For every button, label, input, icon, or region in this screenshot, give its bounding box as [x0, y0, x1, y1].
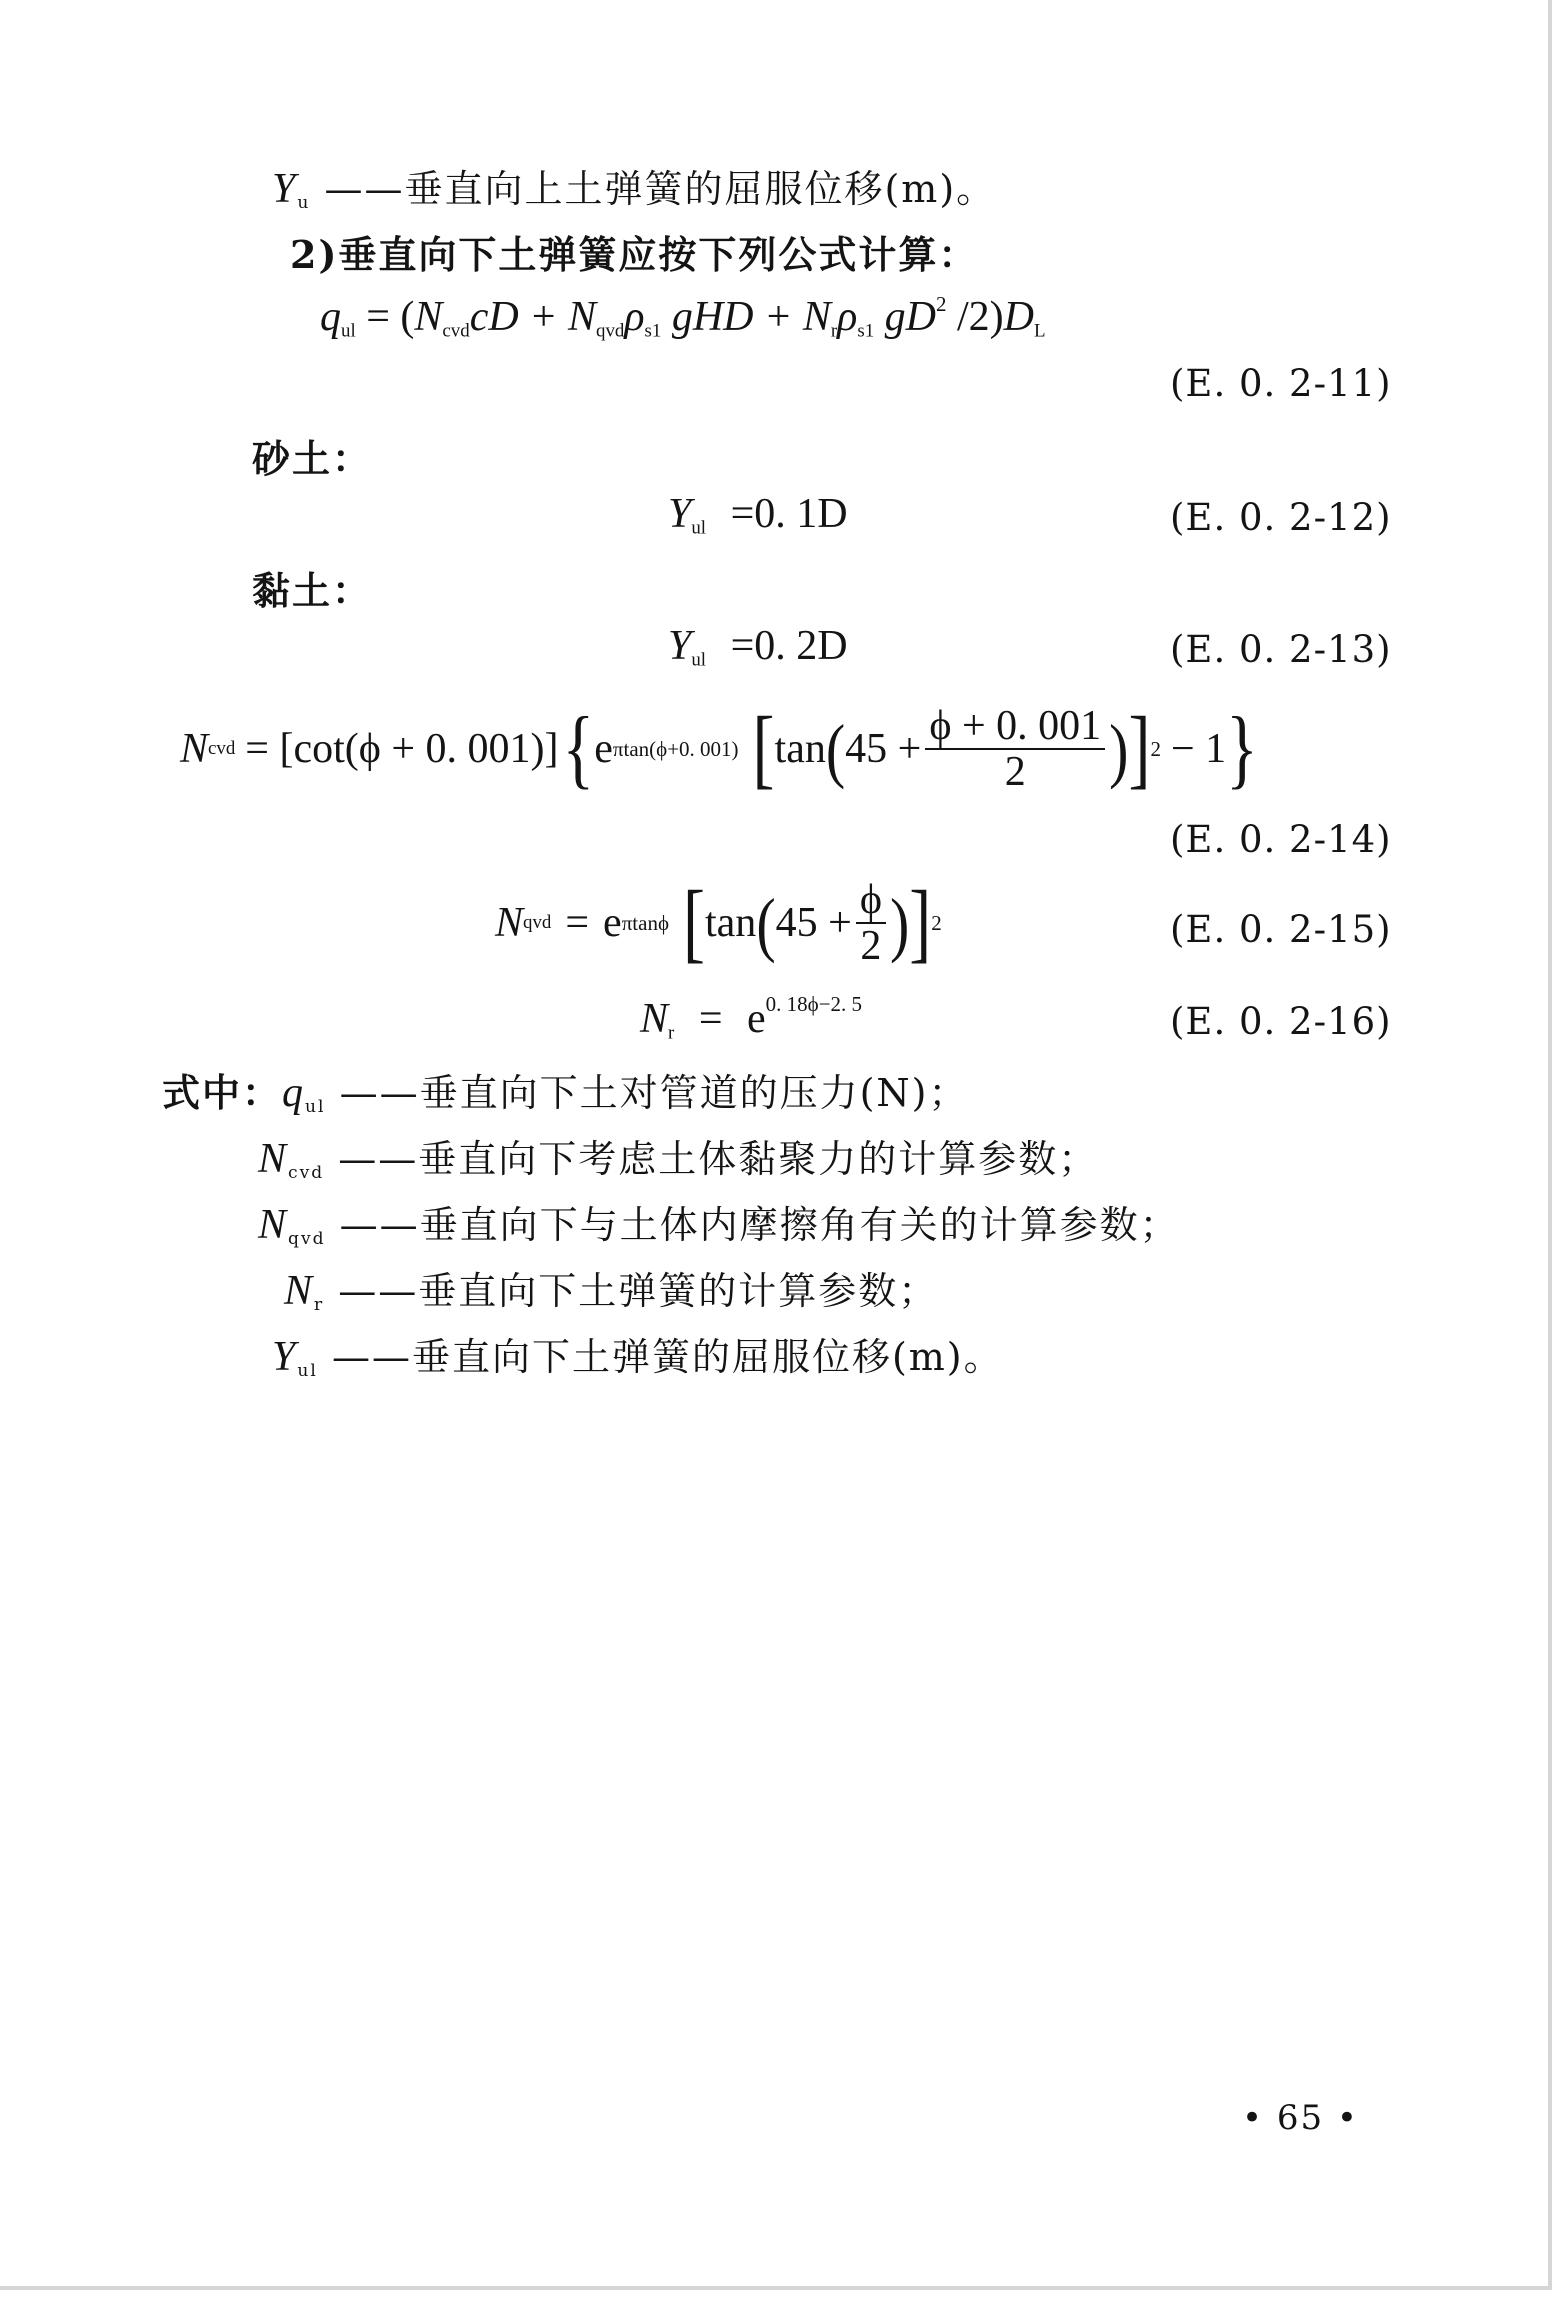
equation-e0212: $Y_{ul} =0$. 1D — [668, 491, 848, 539]
equation-e0214: N cvd = [cot(ϕ + 0. 001)] { e πtan(ϕ+0. 001) [ tan ( 45 + $\frac{\phi + 0. 001}{2}$ ) ] 2 − 1 } — [180, 704, 1258, 794]
sand-label: 砂土： — [252, 436, 373, 481]
yu-definition: $Y_u$ ——垂直向上土弹簧的屈服位移(m)。 — [272, 166, 997, 213]
equation-number-e0213: (E. 0. 2-13) — [1170, 628, 1392, 671]
equation-number-e0215: (E. 0. 2-15) — [1170, 908, 1392, 951]
clay-label: 黏土： — [252, 568, 373, 613]
fraction-phi-plus: $\frac{\phi + 0. 001}{2}$ — [925, 704, 1105, 794]
item2-heading: 2)垂直向下土弹簧应按下列公式计算： — [290, 232, 979, 277]
where-label: 式中： — [162, 1070, 283, 1115]
equation-number-e0216: (E. 0. 2-16) — [1170, 1000, 1392, 1043]
definition-qul: $q_{ul}$ ——垂直向下土对管道的压力(N)； — [282, 1070, 969, 1117]
equation-e0216: $N_r = e^{0. 18\phi-2. 5}$ — [640, 992, 863, 1044]
right-brace: } — [1226, 699, 1258, 798]
fraction-phi-half: $\frac{\phi}{2}$ — [856, 878, 886, 968]
definition-nr: $N_r$ ——垂直向下土弹簧的计算参数； — [284, 1268, 939, 1315]
definition-ncvd: $N_{cvd}$ ——垂直向下考虑土体黏聚力的计算参数； — [258, 1136, 1099, 1183]
right-bracket: ] — [1128, 699, 1151, 798]
definition-nqvd: $N_{qvd}$ ——垂直向下与土体内摩擦角有关的计算参数； — [258, 1202, 1180, 1249]
page-number: • 65 • — [1242, 2098, 1359, 2138]
left-bracket: [ — [752, 699, 775, 798]
equation-number-e0214: (E. 0. 2-14) — [1170, 818, 1392, 861]
page-edge-right — [1548, 0, 1552, 2290]
equation-e0215: N qvd = e πtanϕ [ tan ( 45 + $\frac{\phi}{2}$ ) ] 2 — [495, 873, 942, 972]
equation-e0213: $Y_{ul} =0$. 2D — [668, 623, 848, 671]
definition-yul: $Y_{ul}$ ——垂直向下土弹簧的屈服位移(m)。 — [272, 1334, 1004, 1381]
page-edge-bottom — [0, 2286, 1552, 2290]
equation-number-e0212: (E. 0. 2-12) — [1170, 496, 1392, 539]
equation-number-e0211: (E. 0. 2-11) — [1170, 362, 1392, 405]
left-brace: { — [562, 699, 595, 798]
equation-e0211: $q_{ul} = (N_{cvd}cD + N_{qvd}\rho_{s1}$ gHD + $N_r\rho_{s1}$ $gD^2$ $/2)D_L$ — [320, 292, 1046, 342]
